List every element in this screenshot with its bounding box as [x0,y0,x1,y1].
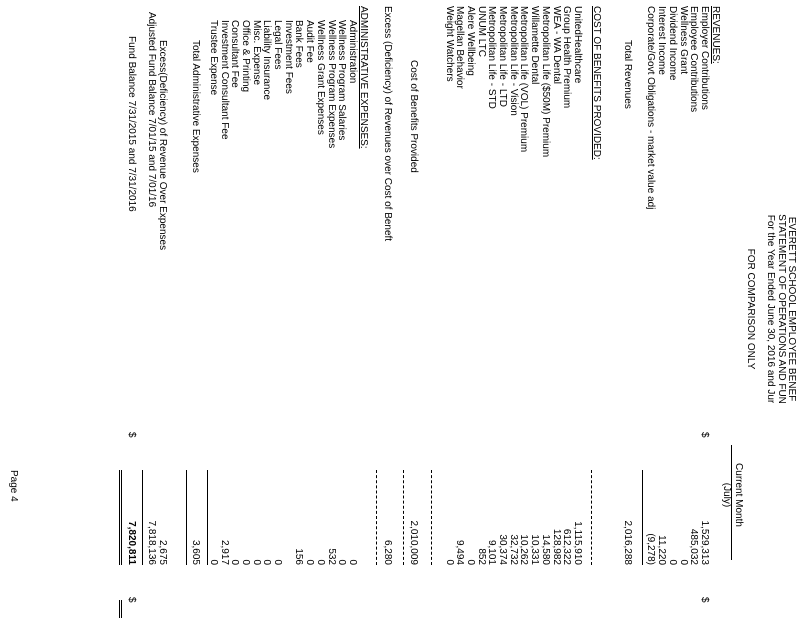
line-item-label: Administration [347,20,358,84]
subtotal-rule [642,470,643,565]
line-item-value: 11,220 [656,535,668,565]
line-item-label: Alere Wellbeing [465,6,476,76]
line-item-value: 0 [250,559,262,565]
line-item-value: 485,032 [688,528,700,565]
line-item-value: 9,101 [486,539,498,565]
dashed-rule [403,470,404,565]
line-item-label: Liability Insurance [261,20,273,101]
dashed-rule [431,470,432,565]
line-item-label: Wellness Grant [677,6,689,75]
line-item-label: Metropolitan Life - Vision [507,6,519,116]
line-item-label: Corporate/Govt Obligations - market value adj [645,6,657,210]
line-item-value: 32,732 [507,534,519,565]
line-item-value: 0 [443,559,455,565]
line-item-value: 156 [293,548,305,565]
line-item-value: 532 [325,548,337,565]
line-item-label: Office & Printing [240,20,251,93]
adjusted-balance-label: Adjusted Fund Balance 7/01/15 and 7/01/16 [146,12,157,208]
line-item-label: Wellness Program Salaries [336,20,348,141]
fund-balance-label: Fund Balance 7/31/2015 and 7/31/2016 [126,36,137,212]
line-item-value: 0 [314,559,326,565]
line-item-label: Metropolitan Life (VOL) Premium [518,6,530,153]
line-item-label: Dividend Income [666,6,678,81]
line-item-label: Investment Consultant Fee [218,20,230,140]
line-item-value: 0 [261,559,273,565]
line-item-value: 0 [677,559,689,565]
line-item-label: Investment Fees [282,20,294,94]
admin-heading: ADMINISTRATIVE EXPENSES: [358,6,369,149]
line-item-label: Wellness Grant Expenses [314,20,326,135]
page-number: Page 4 [8,470,19,502]
line-item-label: Trustee Expense [207,20,219,96]
line-item-label: Employer Contributions [699,6,710,110]
total-cost-label: Cost of Benefits Provided [408,60,419,173]
comparison-note: FOR COMPARISON ONLY [745,248,756,370]
dashed-rule [591,470,592,565]
line-item-value: 0 [347,559,358,565]
line-item-value: 612,322 [561,528,573,565]
line-item-value: 10,262 [518,534,530,565]
line-item-label: Willamette Dental [529,6,541,85]
line-item-label: Magellan Behavior [454,6,466,89]
currency-symbol: $ [699,432,710,438]
excess-label: Excess (Deficiency) of Revenues over Cost of Beneft [382,6,393,242]
line-item-label: Wellness Program Expenses [325,20,337,149]
cost-heading: COST OF BENEFITS PROVIDED: [591,6,602,160]
line-item-value: 30,374 [497,534,509,565]
adjusted-balance-value: 7,818,136 [146,520,157,565]
line-item-value: 0 [465,559,476,565]
line-item-value: 0 [336,559,348,565]
subtotal-rule [186,470,187,565]
total-cost-value: 2,010,009 [408,520,419,565]
line-item-value: (9,278) [645,533,657,565]
line-item-value: 1,115,910 [572,521,583,565]
line-item-value: 2,917 [218,539,230,565]
dashed-rule [376,470,377,565]
line-item-value: 9,494 [454,539,466,565]
subtotal-rule [207,470,208,565]
total-revenues-value: 2,016,288 [622,520,633,565]
line-item-label: Legal Fees [272,20,284,70]
line-item-value: 0 [666,559,678,565]
double-rule [119,470,122,565]
line-item-value: 0 [207,559,219,565]
summary-excess-value: 2,675 [157,539,168,565]
line-item-label: Audit Fee [304,20,316,63]
currency-symbol: $ [126,597,137,603]
summary-excess-label: Excess(Deficiency) of Revenue Over Expenses [157,40,168,251]
double-rule [119,600,122,618]
line-item-value: 0 [304,559,316,565]
report-title: EVERETT SCHOOL EMPLOYEE BENEF [786,216,797,402]
total-admin-label: Total Administrative Expenses [190,40,201,173]
currency-symbol: $ [699,597,710,603]
column-subtitle: (July) [721,482,732,508]
line-item-value: 128,982 [550,528,562,565]
line-item-label: Metropolitan Life - LTD [497,6,509,107]
fund-balance-value: 7,820,811 [126,521,137,565]
line-item-label: Metropolitan Life ($50M) Premium [539,6,551,158]
line-item-label: Bank Fees [293,20,305,68]
line-item-label: UnitedHealthcare [572,6,583,84]
line-item-value: 0 [272,559,284,565]
revenues-heading: REVENUES: [710,6,721,64]
line-item-label: Employee Contributions [688,6,700,113]
currency-symbol: $ [126,432,137,438]
line-item-label: Consultant Fee [229,20,241,88]
line-item-value: 0 [229,559,241,565]
line-item-label: UNUM LTC [475,6,487,57]
line-item-value: 0 [240,559,251,565]
line-item-value: 852 [475,548,487,565]
line-item-label: Metropolitan Life - STD [486,6,498,109]
line-item-label: Group Health Premium [561,6,573,109]
subtotal-rule [142,470,143,565]
line-item-label: WEA - WA Dental [550,6,562,84]
line-item-value: 10,331 [529,534,541,565]
report-period: For the Year Ended June 30, 2016 and Jur [765,214,776,404]
report-subtitle: STATEMENT OF OPERATIONS AND FUN [776,214,787,404]
line-item-value: 14,580 [539,534,551,565]
total-admin-value: 3,605 [190,539,201,565]
line-item-label: Interest Income [656,6,668,75]
line-item-value: 1,529,313 [699,520,710,565]
column-title: Current Month [733,463,744,527]
excess-value: 6,280 [382,539,393,565]
line-item-label: Misc. Expense [250,20,262,86]
total-revenues-label: Total Revenues [622,40,633,109]
line-item-label: Weight Watchers [443,6,455,82]
